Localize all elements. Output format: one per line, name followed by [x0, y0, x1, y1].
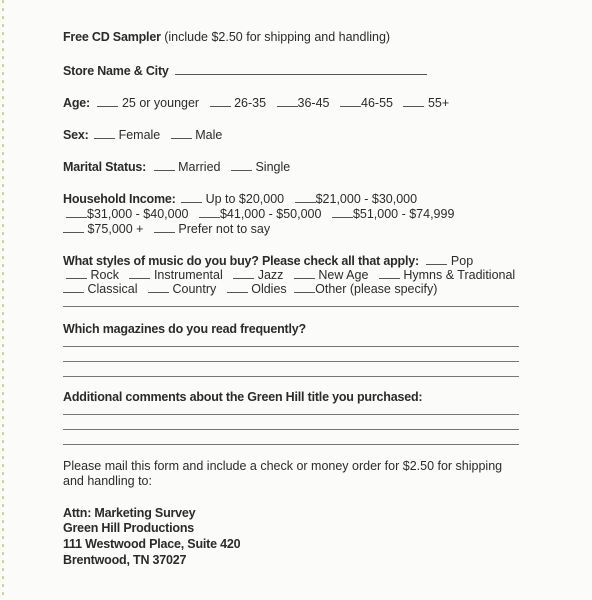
income-checkbox[interactable]	[181, 192, 202, 203]
music-row-3	[63, 282, 437, 296]
marital-option: Single	[255, 160, 291, 174]
income-row-3	[63, 222, 270, 236]
sex-checkbox[interactable]	[171, 128, 192, 139]
comments-row	[63, 390, 422, 404]
comments-line[interactable]	[63, 414, 519, 415]
mail-instructions-2	[63, 474, 152, 488]
age-row	[63, 96, 449, 110]
store-row	[63, 64, 427, 78]
income-option: Up to $20,000	[205, 192, 285, 206]
age-label: Age:	[63, 96, 90, 110]
address-street: 111 Westwood Place, Suite 420	[63, 537, 241, 551]
sex-option: Male	[195, 128, 223, 142]
mail-instructions-text: and handling to:	[63, 474, 152, 488]
income-row-1	[63, 192, 417, 206]
music-checkbox[interactable]	[66, 268, 87, 279]
music-checkbox[interactable]	[129, 268, 150, 279]
income-checkbox[interactable]	[66, 207, 87, 218]
age-checkbox[interactable]	[210, 96, 231, 107]
age-checkbox[interactable]	[403, 96, 424, 107]
age-option: 46-55	[361, 96, 393, 110]
sex-label: Sex:	[63, 128, 89, 142]
music-checkbox[interactable]	[63, 282, 84, 293]
music-option: Pop	[450, 254, 474, 268]
age-option: 55+	[427, 96, 450, 110]
music-option: Country	[172, 282, 217, 296]
music-row-1	[63, 254, 473, 268]
address-city: Brentwood, TN 37027	[63, 553, 187, 567]
cd-sampler-note: (include $2.50 for shipping and handling)	[164, 30, 391, 44]
music-option: New Age	[318, 268, 369, 282]
music-checkbox[interactable]	[426, 254, 447, 265]
income-option: $51,000 - $74,999	[352, 207, 455, 221]
music-option: Jazz	[257, 268, 284, 282]
income-option: $75,000 +	[87, 222, 144, 236]
music-option: Oldies	[251, 282, 287, 296]
income-option: $31,000 - $40,000	[87, 207, 189, 221]
mail-instructions-text: Please mail this form and include a check or money order for $2.50 for shipping	[63, 459, 503, 473]
music-checkbox[interactable]	[148, 282, 169, 293]
sex-option: Female	[118, 128, 161, 142]
income-row-2	[63, 207, 454, 221]
music-option: Classical	[87, 282, 138, 296]
age-option: 25 or younger	[121, 96, 200, 110]
age-option: 26-35	[234, 96, 267, 110]
magazines-row	[63, 322, 306, 336]
sex-row	[63, 128, 222, 142]
age-checkbox[interactable]	[277, 96, 298, 107]
marital-row	[63, 160, 290, 174]
music-other-line[interactable]	[63, 306, 519, 307]
mail-instructions-1	[63, 459, 502, 473]
marital-checkbox[interactable]	[154, 160, 175, 171]
magazines-label: Which magazines do you read frequently?	[63, 322, 306, 336]
income-checkbox[interactable]	[63, 222, 84, 233]
marital-label: Marital Status:	[63, 160, 147, 174]
comments-label: Additional comments about the Green Hill title you purchased:	[63, 390, 423, 404]
music-option: Rock	[90, 268, 119, 282]
age-checkbox[interactable]	[97, 96, 118, 107]
magazines-line[interactable]	[63, 346, 519, 347]
comments-line[interactable]	[63, 444, 519, 445]
comments-line[interactable]	[63, 429, 519, 430]
music-label: What styles of music do you buy? Please check all that apply:	[63, 254, 419, 268]
age-checkbox[interactable]	[340, 96, 361, 107]
sex-checkbox[interactable]	[94, 128, 115, 139]
magazines-line[interactable]	[63, 361, 519, 362]
income-option: $41,000 - $50,000	[219, 207, 322, 221]
cd-sampler-row	[63, 30, 390, 44]
income-label: Household Income:	[63, 192, 176, 206]
music-option: Other (please specify)	[315, 282, 438, 296]
marital-option: Married	[178, 160, 221, 174]
magazines-line[interactable]	[63, 376, 519, 377]
income-option: Prefer not to say	[178, 222, 271, 236]
store-field[interactable]	[175, 64, 427, 75]
age-option: 36-45	[297, 96, 330, 110]
address-attn: Attn: Marketing Survey	[63, 506, 196, 520]
music-option: Instrumental	[153, 268, 223, 282]
store-label: Store Name & City	[63, 64, 169, 78]
cd-sampler-title: Free CD Sampler	[63, 30, 161, 44]
music-checkbox[interactable]	[294, 268, 315, 279]
music-checkbox[interactable]	[227, 282, 248, 293]
perforated-edge	[2, 0, 4, 600]
income-checkbox[interactable]	[199, 207, 220, 218]
music-checkbox[interactable]	[379, 268, 400, 279]
music-option: Hymns & Traditional	[403, 268, 516, 282]
music-row-2	[63, 268, 515, 282]
address-company: Green Hill Productions	[63, 521, 195, 535]
income-checkbox[interactable]	[295, 192, 316, 203]
marital-checkbox[interactable]	[231, 160, 252, 171]
income-checkbox[interactable]	[332, 207, 353, 218]
income-option: $21,000 - $30,000	[315, 192, 418, 206]
income-checkbox[interactable]	[154, 222, 175, 233]
music-checkbox[interactable]	[294, 282, 315, 293]
music-checkbox[interactable]	[233, 268, 254, 279]
